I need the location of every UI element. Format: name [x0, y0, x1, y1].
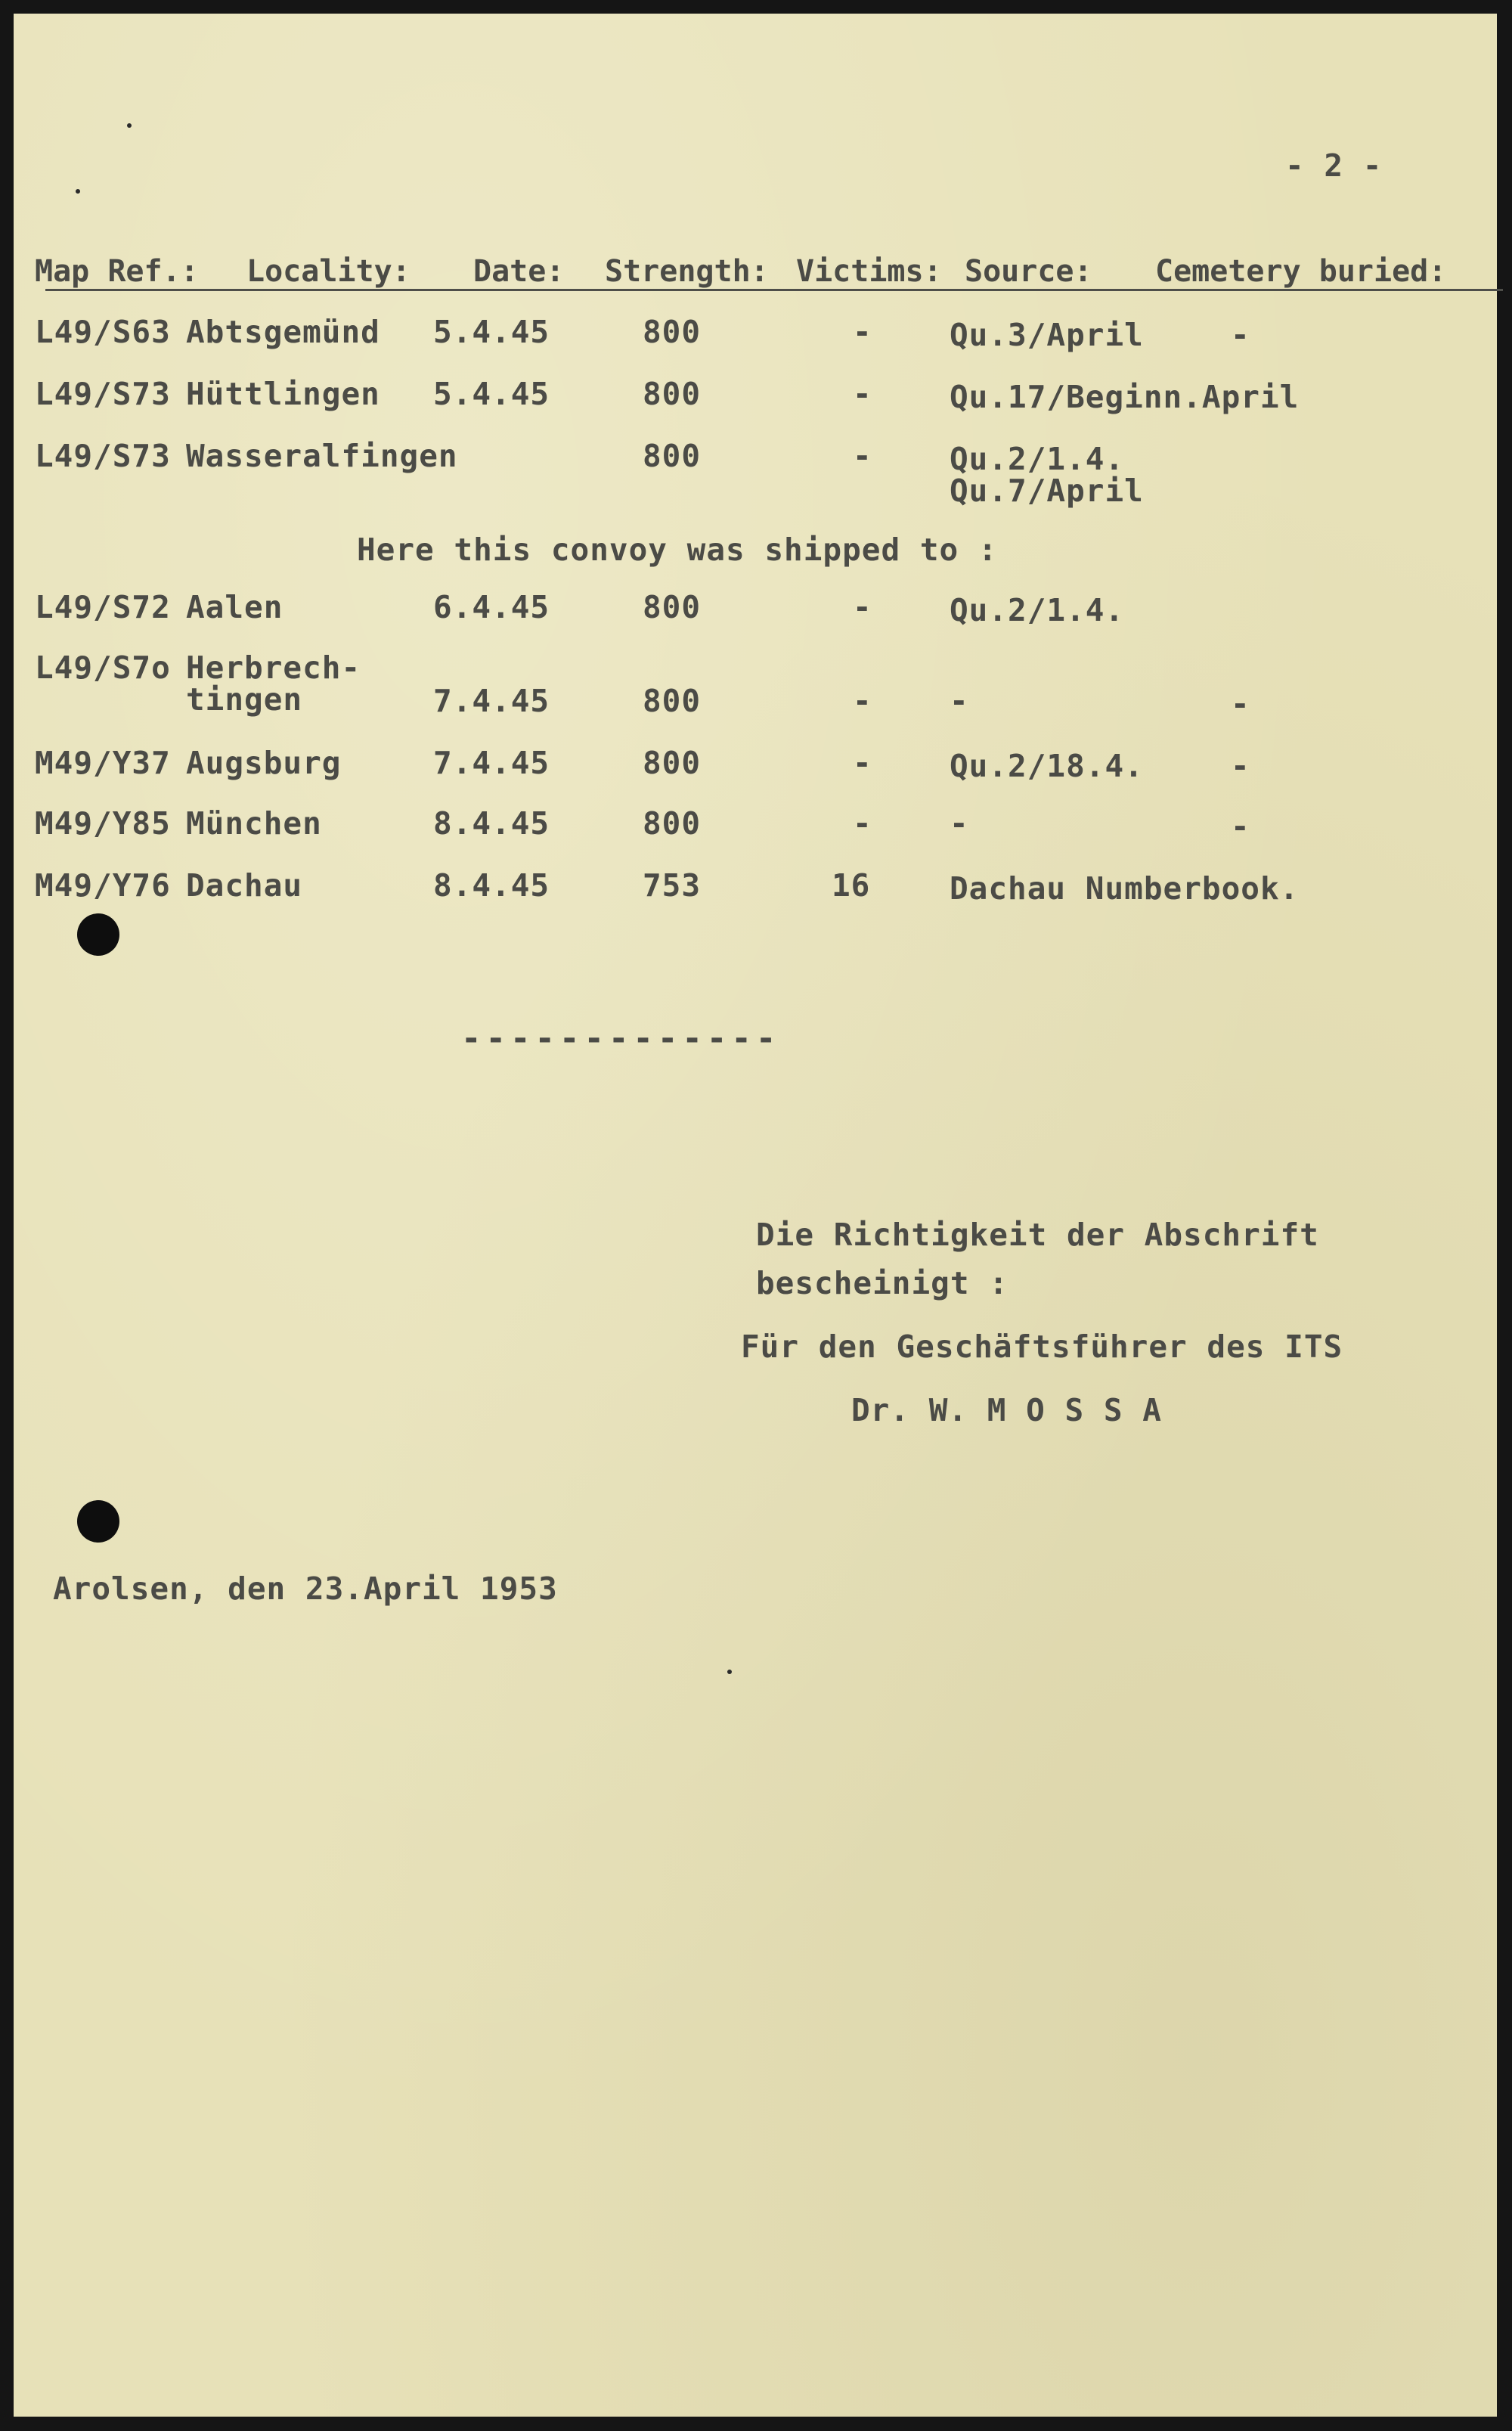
page-number: - 2 - [1285, 147, 1383, 184]
cell-strength: 800 [643, 805, 702, 842]
header-underline [45, 289, 1503, 291]
cell-strength: 800 [643, 314, 702, 350]
cell-source: - [950, 805, 969, 842]
separator-dashes: ------------- [461, 1019, 781, 1058]
cell-victims: - [853, 805, 872, 842]
certification-line-1: Die Richtigkeit der Abschrift [756, 1217, 1319, 1253]
cell-strength: 800 [643, 683, 702, 719]
cell-strength: 800 [643, 589, 702, 625]
cell-strength: 800 [643, 745, 702, 781]
ink-speck [727, 1670, 732, 1674]
cell-locality: Dachau [186, 867, 303, 904]
cell-source: - [950, 683, 969, 719]
header-source: Source: [965, 254, 1092, 289]
cell-strength: 800 [643, 376, 702, 412]
document-page [14, 14, 1497, 2417]
cell-source: Dachau Numberbook. [950, 870, 1300, 907]
cell-cemetery: - [1231, 686, 1250, 722]
ink-speck [127, 123, 132, 128]
cell-source: Qu.2/1.4. [950, 441, 1125, 477]
cell-locality: Wasseralfingen [186, 438, 458, 474]
cell-map-ref: M49/Y37 [35, 745, 171, 781]
cell-date: 5.4.45 [433, 376, 550, 412]
cell-map-ref: L49/S73 [35, 376, 171, 412]
cell-map-ref: L49/S7o [35, 650, 171, 686]
cell-date: 8.4.45 [433, 867, 550, 904]
header-cemetery: Cemetery buried: [1155, 254, 1447, 289]
cell-map-ref: L49/S72 [35, 589, 171, 625]
cell-map-ref: M49/Y76 [35, 867, 171, 904]
punch-hole [77, 913, 119, 956]
place-date: Arolsen, den 23.April 1953 [53, 1571, 558, 1607]
cell-cemetery: - [1231, 808, 1250, 845]
cell-locality: Hüttlingen [186, 376, 380, 412]
cell-victims: - [853, 589, 872, 625]
cell-victims: 16 [832, 867, 871, 904]
signatory-name: Dr. W. M O S S A [851, 1392, 1162, 1428]
cell-date: 5.4.45 [433, 314, 550, 350]
cell-source: Qu.17/Beginn.April [950, 379, 1300, 415]
cell-locality: Herbrech- [186, 650, 361, 686]
header-locality: Locality: [246, 254, 411, 289]
cell-date: 7.4.45 [433, 683, 550, 719]
cell-locality: Abtsgemünd [186, 314, 380, 350]
header-map-ref: Map Ref.: [35, 254, 199, 289]
cell-map-ref: L49/S73 [35, 438, 171, 474]
header-victims: Victims: [796, 254, 942, 289]
cell-victims: - [853, 314, 872, 350]
cell-source: Qu.3/April [950, 317, 1144, 353]
header-strength: Strength: [605, 254, 769, 289]
certification-line-3: Für den Geschäftsführer des ITS [741, 1329, 1343, 1365]
cell-cemetery: - [1231, 748, 1250, 784]
cell-cemetery: - [1231, 317, 1250, 353]
cell-victims: - [853, 745, 872, 781]
cell-source-line2: Qu.7/April [950, 473, 1144, 509]
cell-strength: 753 [643, 867, 702, 904]
punch-hole [77, 1500, 119, 1543]
cell-victims: - [853, 376, 872, 412]
cell-victims: - [853, 438, 872, 474]
cell-source: Qu.2/18.4. [950, 748, 1144, 784]
cell-map-ref: L49/S63 [35, 314, 171, 350]
certification-line-2: bescheinigt : [756, 1265, 1009, 1301]
cell-locality-line2: tingen [186, 681, 303, 718]
cell-map-ref: M49/Y85 [35, 805, 171, 842]
cell-locality: Aalen [186, 589, 284, 625]
convoy-note: Here this convoy was shipped to : [357, 532, 998, 568]
cell-victims: - [853, 683, 872, 719]
header-date: Date: [473, 254, 565, 289]
cell-source: Qu.2/1.4. [950, 592, 1125, 628]
cell-locality: Augsburg [186, 745, 342, 781]
cell-date: 6.4.45 [433, 589, 550, 625]
cell-date: 8.4.45 [433, 805, 550, 842]
cell-date: 7.4.45 [433, 745, 550, 781]
cell-locality: München [186, 805, 322, 842]
cell-strength: 800 [643, 438, 702, 474]
ink-speck [76, 189, 80, 194]
